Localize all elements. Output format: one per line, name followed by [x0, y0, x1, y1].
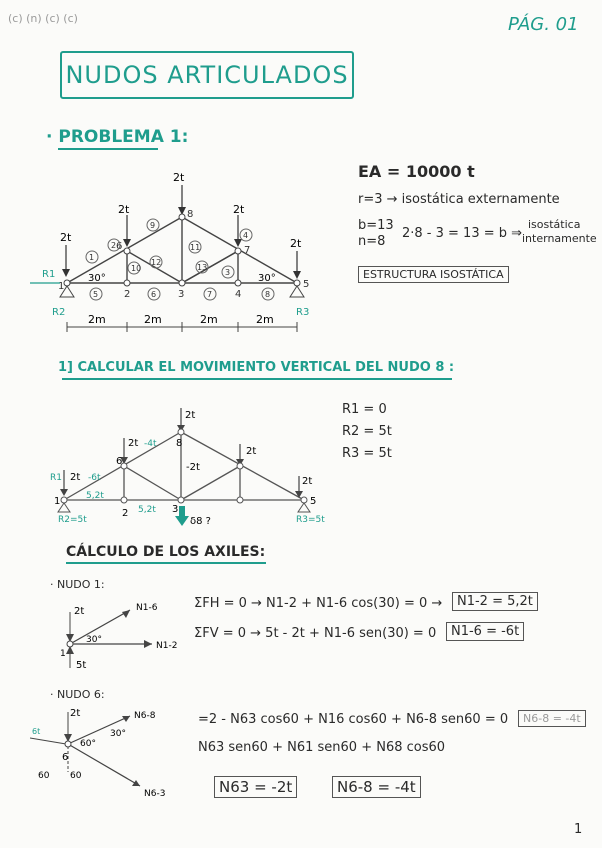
bar-label: 5 [93, 290, 99, 299]
iso-int-1: isostática [528, 218, 581, 231]
node-label: 6 [62, 752, 69, 763]
node-label: 2 [124, 289, 131, 300]
force-label: -2t [186, 462, 200, 473]
n-line: n=8 [358, 234, 386, 249]
load-label: 2t [118, 203, 130, 216]
angle-label: 30° [258, 273, 276, 284]
bar-label: 4 [243, 231, 249, 240]
force-label: N1-2 [156, 641, 178, 651]
span-label: 2m [256, 313, 274, 326]
bar-label: 9 [150, 221, 156, 230]
nudo1-res1: N1-2 = 5,2t [452, 592, 538, 611]
node-label: 4 [235, 289, 242, 300]
bar-label: 11 [190, 243, 201, 252]
load-label: 2t [290, 237, 302, 250]
load-label: 2t [173, 171, 185, 184]
reaction-r3: R3 = 5t [342, 446, 392, 461]
problem-label: · PROBLEMA 1: [46, 127, 189, 147]
load-label: 2t [246, 446, 257, 457]
node-label: 8 [187, 209, 194, 220]
force-label: -6t [88, 473, 101, 483]
force-label: 6t [32, 727, 41, 736]
nudo6-res2: N6-8 = -4t [332, 776, 421, 798]
load-label: 2t [233, 203, 245, 216]
nudo6-diagram [30, 700, 200, 800]
nudo1-label: · NUDO 1: [50, 578, 105, 591]
load-label: 2t [302, 476, 313, 487]
header-scribble: (c) (n) (c) (c) [8, 12, 78, 25]
b-line: b=13 [358, 218, 394, 233]
angle-label: 30° [110, 729, 126, 739]
load-label: 2t [70, 708, 81, 719]
bar-label: 2 [111, 241, 117, 250]
bar-label: 12 [151, 258, 162, 267]
force-label: 5,2t [86, 491, 104, 501]
iso-int-2: internamente [522, 232, 597, 245]
node-label: 1 [54, 496, 61, 507]
nudo6-label: · NUDO 6: [50, 688, 105, 701]
bar-label: 6 [151, 290, 157, 299]
node-label: 2 [122, 508, 129, 519]
nudo6-res1: N63 = -2t [214, 776, 297, 798]
node-label: 7 [244, 245, 251, 256]
nudo6-eq1-box: N6-8 = -4t [518, 710, 586, 727]
bar-label: 13 [197, 263, 208, 272]
angle-label: 60 [70, 771, 82, 781]
reaction-label: R3=5t [296, 515, 325, 525]
bar-label: 10 [131, 264, 142, 273]
bar-label: 7 [207, 290, 213, 299]
r-line: r=3 → isostática externamente [358, 192, 560, 207]
reaction-label: R2=5t [58, 515, 87, 525]
nudo1-eq2: ΣFV = 0 → 5t - 2t + N1-6 sen(30) = 0 [194, 626, 437, 641]
node-label: 5 [310, 496, 317, 507]
nudo6-eq2: N63 sen60 + N61 sen60 + N68 cos60 [198, 740, 446, 755]
formula: 2·8 - 3 = 13 = b ⇒ [402, 226, 523, 241]
angle-label: 60° [80, 739, 96, 749]
bar-label: 3 [225, 268, 231, 277]
node-label: 6 [116, 241, 123, 252]
axiles-underline [66, 562, 266, 564]
page-number: 1 [574, 822, 583, 837]
title-box [60, 51, 354, 99]
force-label: N1-6 [136, 603, 158, 613]
load-label: 2t [74, 606, 85, 617]
angle-label: 30° [88, 273, 106, 284]
reaction-label: R2 [52, 307, 66, 318]
node-label: 3 [172, 504, 179, 515]
force-label: -4t [144, 439, 157, 449]
span-label: 2m [200, 313, 218, 326]
nudo6-eq1: =2 - N63 cos60 + N16 cos60 + N6-8 sen60 = 0 [198, 712, 509, 727]
axiles-title: CÁLCULO DE LOS AXILES: [66, 544, 266, 560]
section1-underline [62, 378, 452, 380]
bar-label: 8 [265, 290, 271, 299]
truss-diagram-2 [40, 388, 350, 533]
angle-label: 30° [86, 635, 102, 645]
force-label: N6-8 [134, 711, 156, 721]
reaction-label: R1 [42, 269, 56, 280]
angle-label: 60 [38, 771, 50, 781]
load-label: 2t [128, 438, 139, 449]
nudo1-res2: N1-6 = -6t [446, 622, 524, 641]
page-label: PÁG. 01 [508, 14, 579, 35]
force-label: N6-3 [144, 789, 166, 799]
problem-underline [58, 148, 158, 150]
reaction-r2: R2 = 5t [342, 424, 392, 439]
reaction-label: R3 [296, 307, 310, 318]
nudo1-diagram [40, 592, 200, 672]
node-label: 6 [116, 456, 123, 467]
load-label: 2t [185, 410, 196, 421]
force-label: 5,2t [138, 505, 156, 515]
node-label: 1 [60, 649, 66, 659]
bar-label: 1 [89, 253, 95, 262]
section1-title: 1] CALCULAR EL MOVIMIENTO VERTICAL DEL NUDO 8 : [58, 360, 455, 375]
ea-value: EA = 10000 t [358, 162, 475, 181]
truss-diagram-1 [30, 165, 330, 340]
span-label: 2m [144, 313, 162, 326]
node-label: 8 [176, 438, 183, 449]
structure-box: ESTRUCTURA ISOSTÁTICA [358, 266, 509, 283]
reaction-r1: R1 = 0 [342, 402, 387, 417]
node-label: 3 [178, 289, 185, 300]
load-label: 2t [60, 231, 72, 244]
node-label: 1 [58, 281, 65, 292]
nudo1-eq1: ΣFH = 0 → N1-2 + N1-6 cos(30) = 0 → [194, 596, 443, 611]
delta-label: δ8 ? [190, 516, 211, 527]
load-label: 2t [70, 472, 81, 483]
reaction-label: R1 [50, 473, 62, 483]
page-title: NUDOS ARTICULADOS [65, 61, 349, 89]
span-label: 2m [88, 313, 106, 326]
node-label: 5 [303, 279, 310, 290]
reaction-label: 5t [76, 660, 87, 671]
